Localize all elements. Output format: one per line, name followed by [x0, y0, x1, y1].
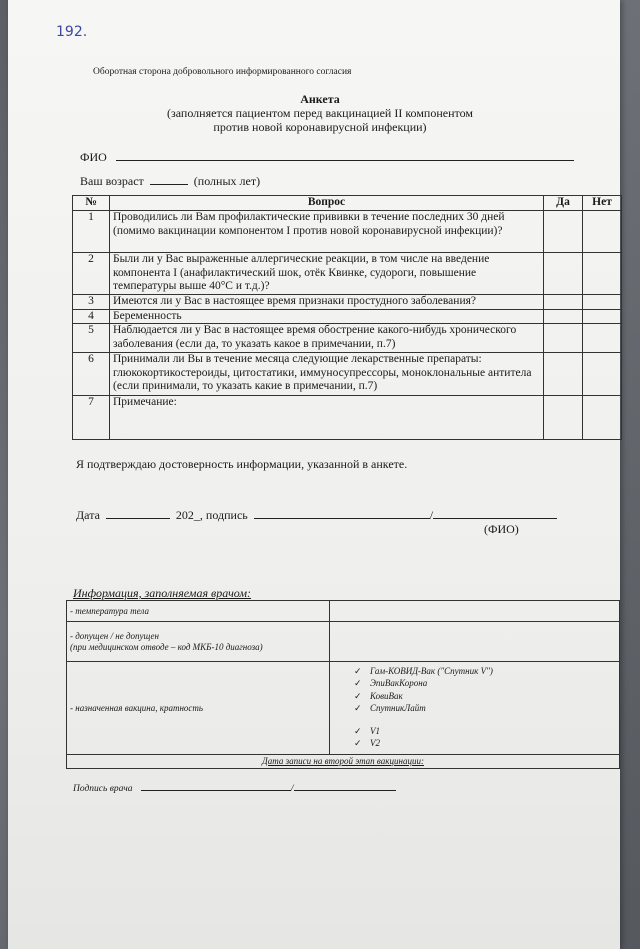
table-row [73, 309, 622, 324]
date-field[interactable] [106, 507, 170, 519]
row-num: 5 [73, 324, 110, 353]
fio-signature-field[interactable] [433, 507, 557, 519]
date-signature-row [76, 507, 557, 523]
vaccine-option[interactable]: ✓ КовиВак [354, 690, 403, 701]
header-num: № [73, 196, 110, 211]
doctor-sign-slash: / [290, 784, 294, 794]
doctor-name-field[interactable] [294, 781, 396, 791]
slash: / [429, 508, 434, 522]
age-label: Ваш возраст [80, 174, 144, 188]
table-row [73, 324, 622, 353]
admission-label-line-1: - допущен / не допущен [70, 630, 160, 641]
form-subtitle [0, 106, 640, 134]
header-yes: Да [544, 196, 583, 211]
row-question: Имеются ли у Вас в настоящее время признаки простудного заболевания? [110, 295, 544, 310]
fio-label: ФИО [80, 150, 107, 164]
row-num: 3 [73, 295, 110, 310]
yes-cell[interactable] [544, 295, 583, 310]
questions-table [72, 195, 622, 440]
doctor-table [66, 600, 620, 769]
table-row [73, 353, 622, 396]
subtitle-line-1: (заполняется пациентом перед вакцинацией II компонентом [167, 106, 473, 120]
vaccine-label: - назначенная вакцина, кратность [67, 662, 330, 755]
yes-cell[interactable] [544, 396, 583, 440]
yes-cell[interactable] [544, 253, 583, 295]
no-cell[interactable] [583, 353, 622, 396]
row-num: 7 [73, 396, 110, 440]
dose-option[interactable]: ✓ V2 [354, 738, 380, 748]
row-question: Беременность [110, 309, 544, 324]
yes-cell[interactable] [544, 353, 583, 396]
row-num: 1 [73, 211, 110, 253]
temperature-label: - температура тела [67, 601, 330, 622]
table-row [73, 295, 622, 310]
vaccine-option[interactable]: ✓ ЭпиВакКорона [354, 678, 428, 688]
row-question: Были ли у Вас выраженные аллергические реакции, в том числе на введение компонента I (анафилактический шок, отёк Квинке, судороги, повышение температуры выше 40°C и т.д.)? [110, 253, 544, 295]
check-icon: ✓ [354, 665, 362, 676]
admission-label-line-2: (при медицинском отводе – код МКБ-10 диагноза) [70, 641, 263, 652]
check-icon: ✓ [354, 725, 362, 736]
check-icon: ✓ [354, 738, 362, 748]
yes-cell[interactable] [544, 324, 583, 353]
table-row [73, 211, 622, 253]
age-field[interactable] [150, 173, 188, 185]
header-question: Вопрос [110, 196, 544, 211]
table-row [67, 755, 620, 769]
row-question: Проводились ли Вам профилактические прививки в течение последних 30 дней (помимо вакцинации компонентом I против новой коронавирусной инфекции)? [110, 211, 544, 253]
temperature-value[interactable] [330, 601, 620, 622]
year-text: 202_, подпись [175, 508, 248, 522]
form-title: Анкета [300, 92, 340, 106]
vaccine-option[interactable]: ✓ Гам-КОВИД-Вак ("Спутник V") [354, 665, 493, 676]
age-row [80, 173, 260, 189]
no-cell[interactable] [583, 211, 622, 253]
table-row [67, 601, 620, 622]
doctor-signature-row [73, 781, 396, 794]
age-suffix: (полных лет) [193, 174, 261, 188]
admission-label [67, 622, 330, 662]
no-cell[interactable] [583, 324, 622, 353]
row-num: 4 [73, 309, 110, 324]
table-row [67, 622, 620, 662]
no-cell[interactable] [583, 396, 622, 440]
header-no: Нет [583, 196, 622, 211]
form-paper [8, 0, 620, 949]
doctor-sign-label: Подпись врача [73, 784, 133, 794]
signature-field[interactable] [254, 507, 430, 519]
yes-cell[interactable] [544, 309, 583, 324]
dose-option[interactable]: ✓ V1 [354, 725, 380, 736]
check-icon: ✓ [354, 678, 362, 688]
check-icon: ✓ [354, 703, 362, 713]
row-num: 2 [73, 253, 110, 295]
doctor-section-title: Информация, заполняемая врачом: [73, 586, 252, 600]
consent-header: Оборотная сторона добровольного информированного согласия [93, 67, 352, 77]
subtitle-line-2: против новой коронавирусной инфекции) [213, 120, 427, 134]
fio-caption: (ФИО) [484, 522, 519, 536]
admission-value[interactable] [330, 622, 620, 662]
row-question: Принимали ли Вы в течение месяца следующие лекарственные препараты: глюкокортикостероиды, цитостатики, иммуносупрессоры, моноклональные антитела (если принимали, то указать какие в примечании, п.7) [110, 353, 544, 396]
row-num: 6 [73, 353, 110, 396]
handwritten-number: 192. [56, 24, 88, 40]
dose-list [354, 726, 616, 751]
date-label: Дата [76, 508, 100, 522]
no-cell[interactable] [583, 253, 622, 295]
table-header-row [73, 196, 622, 211]
check-icon: ✓ [354, 690, 362, 701]
vaccine-option[interactable]: ✓ СпутникЛайт [354, 703, 426, 713]
vaccine-list [354, 666, 616, 716]
row-question: Примечание: [110, 396, 544, 440]
table-row [73, 253, 622, 295]
yes-cell[interactable] [544, 211, 583, 253]
vaccine-options [330, 662, 620, 755]
row-question: Наблюдается ли у Вас в настоящее время обострение какого-нибудь хронического заболевания (если да, то указать какое в примечании, п.7) [110, 324, 544, 353]
fio-field[interactable] [116, 149, 574, 161]
table-row [73, 396, 622, 440]
no-cell[interactable] [583, 295, 622, 310]
fio-row [80, 149, 574, 165]
no-cell[interactable] [583, 309, 622, 324]
confirm-statement: Я подтверждаю достоверность информации, указанной в анкете. [76, 457, 408, 471]
doctor-signature-field[interactable] [141, 781, 291, 791]
second-stage-label: Дата записи на второй этап вакцинации: [67, 755, 620, 769]
table-row [67, 662, 620, 755]
